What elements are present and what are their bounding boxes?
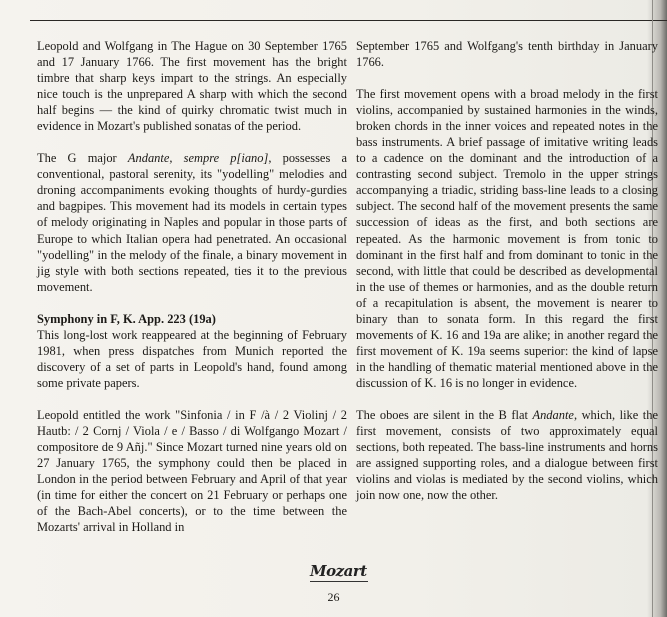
left-paragraph-3: This long-lost work reappeared at the beginning of February 1981, when press dispatches from Munich reported the discovery of a set of parts in Leopold's hand, found among some private papers. xyxy=(37,327,347,390)
text-run: , which, like the first movement, consists of two approximately equal sections, both repeated. The bass-line instruments and horns are assigned supporting roles, and a dialogue between first violins and violas is mediated by the second violins, which join now one, now the other. xyxy=(356,407,658,503)
page-number: 26 xyxy=(327,590,340,604)
text-run: , possesses a conventional, pastoral serenity, its "yodelling" melodies and droning accompaniments evoking thoughts of hurdy-gurdies and bagpipes. This movement had its models in certain types of melody originating in Naples and popular in those parts of Europe to which Italian opera had penetrated. An occasional "yodelling" in the melody of the finale, a binary movement in jig style with both sections repeated, ties it to the previous movement. xyxy=(37,151,347,294)
section-heading: Symphony in F, K. App. 223 (19a) xyxy=(37,311,216,326)
right-paragraph-2: The first movement opens with a broad melody in the first violins, accompanied by sustained harmonies in the winds, broken chords in the inner voices and repeated notes in the bass instruments. A brief passage of imitative writing leads to a cadence on the dominant and the introduction of a contrasting second subject. Tremolo in the upper strings accompanying a triadic, striding bass-line leads to a closing subject. The second half of the movement presents the same succession of ideas as the first, and both sections are repeated. As the harmonic movement is from tonic to dominant in the first half and from dominant to tonic in the second, with little that could be described as developmental in the use of themes or harmonies, and as the double return of a recapitulation is absent, the movement is nearer to binary than to sonata form. In this regard the first movements of K. 16 and 19a are alike; in another regard the first movement of K. 19a seems superior: the kind of lapse in the handling of thematic material mentioned above in the discussion of K. 16 is no longer in evidence. xyxy=(356,87,658,390)
right-paragraph-1: September 1765 and Wolfgang's tenth birthday in January 1766. xyxy=(356,39,658,70)
left-paragraph-1: Leopold and Wolfgang in The Hague on 30 September 1765 and 17 January 1766. The first movement has the bright timbre that sharp keys impart to the strings. An especially nice touch is the unprepared A sharp with which the second half begins — the kind of quirky chromatic twist much in evidence in Mozart's published sonatas of the period. xyxy=(37,39,347,134)
left-paragraph-4: Leopold entitled the work "Sinfonia / in F /à / 2 Violinj / 2 Hautb: / 2 Cornj / Viola / e / Basso / di Wolfgango Mozart / compositore de 9 Añj." Since Mozart turned nine years old on 27 January 1765, the symphony could then be placed in London in the period between February and April of that year (in time for either the concert on 21 February or perhaps one of the Bach-Abel concerts), or to the time between the Mozarts' arrival in Holland in xyxy=(37,407,347,535)
text-run: The G major xyxy=(37,151,128,166)
left-paragraph-2 xyxy=(37,150,347,294)
signature-underline xyxy=(310,581,368,582)
text-run: The oboes are silent in the B flat xyxy=(356,407,533,422)
mozart-signature: Mozart xyxy=(310,562,367,580)
italic-title: Andante xyxy=(532,407,574,422)
left-column xyxy=(37,38,347,551)
right-paragraph-3 xyxy=(356,407,658,503)
italic-title: Andante, sempre p[iano] xyxy=(127,151,269,166)
top-rule xyxy=(30,20,667,21)
right-column xyxy=(356,38,658,519)
